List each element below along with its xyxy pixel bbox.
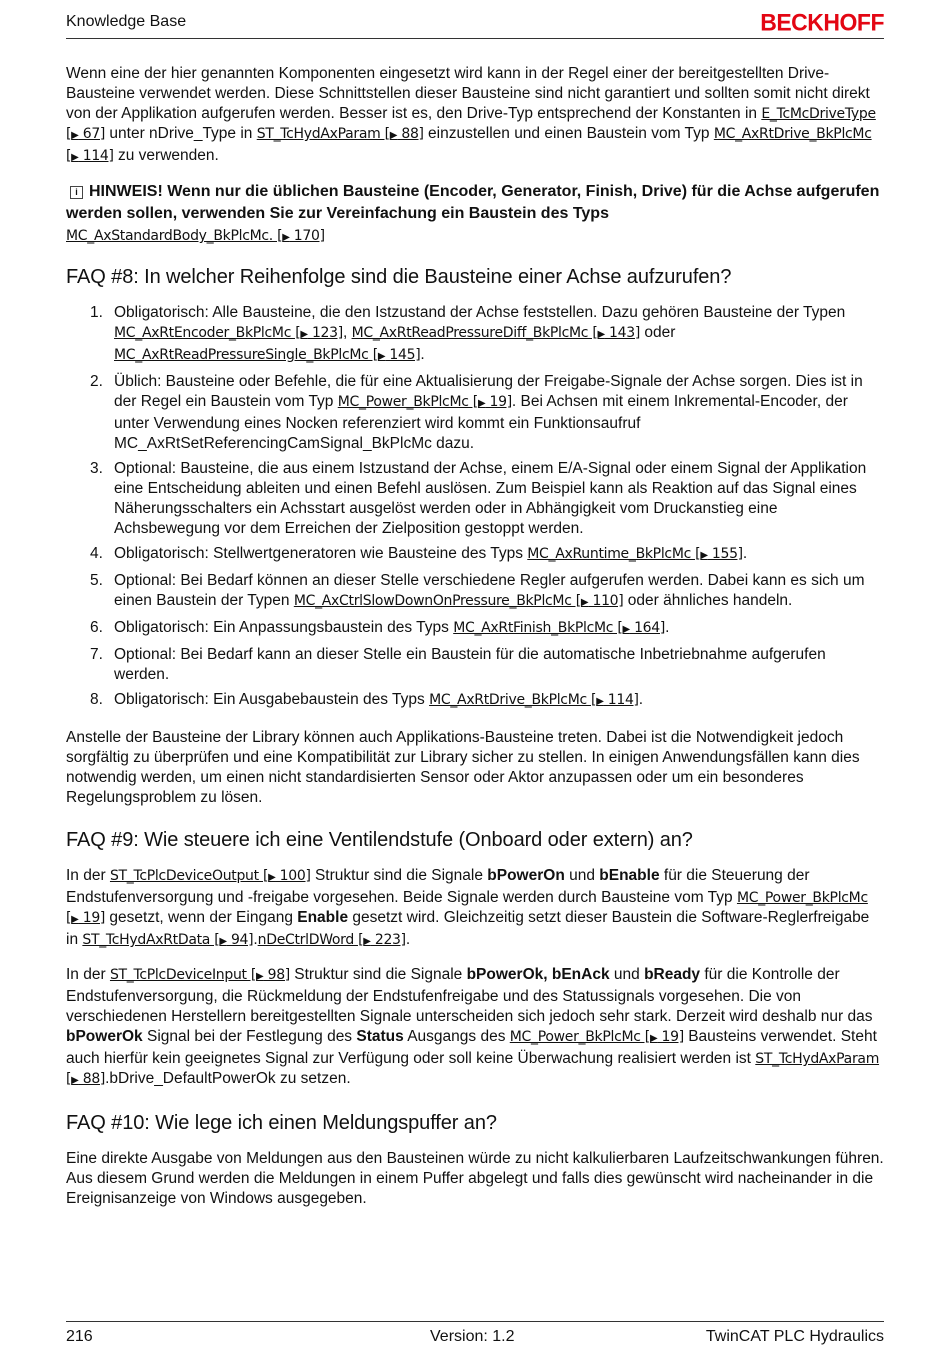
link-st-tchydaxrtdata[interactable]: ST_TcHydAxRtData [▶ 94] bbox=[82, 932, 254, 948]
link-mc-power-3[interactable]: MC_Power_BkPlcMc [▶ 19] bbox=[509, 1029, 684, 1045]
link-st-tcplcdeviceoutput[interactable]: ST_TcPlcDeviceOutput [▶ 100] bbox=[109, 868, 311, 884]
link-arrow-icon: ▶ bbox=[597, 329, 605, 340]
link-ndectrldword[interactable]: nDeCtrlDWord [▶ 223] bbox=[257, 932, 406, 948]
link-arrow-icon: ▶ bbox=[649, 1033, 658, 1044]
list-item: 4. Obligatorisch: Stellwertgeneratoren wie Bausteine des Typs MC_AxRuntime_BkPlcMc [▶ 155]. bbox=[90, 545, 748, 562]
link-mc-axrtreadpressurediff[interactable]: MC_AxRtReadPressureDiff_BkPlcMc [▶ 143] bbox=[351, 325, 641, 341]
faq8-heading: FAQ #8: In welcher Reihenfolge sind die Bausteine einer Achse aufzurufen? bbox=[66, 266, 732, 288]
page-header bbox=[66, 8, 884, 39]
link-arrow-icon: ▶ bbox=[622, 624, 630, 635]
link-arrow-icon: ▶ bbox=[389, 130, 398, 141]
faq9-paragraph-1: In der ST_TcPlcDeviceOutput [▶ 100] Struktur sind die Signale bPowerOn und bEnable für die Steuerung der Endstufenversorgung und -freigabe vorgesehen. Beide Signale werden durch Bausteine vom Typ MC_Power_BkPlcMc [▶ 19] gesetzt, wenn der Eingang Enable gesetzt wird. Gleichzeitig setzt dieser Baustein die Software-Reglerfreigabe in ST_TcHydAxRtData [▶ 94].nDeCtrlDWord [▶ 223]. bbox=[66, 867, 870, 948]
link-mc-axrtreadpressuresingle[interactable]: MC_AxRtReadPressureSingle_BkPlcMc [▶ 145] bbox=[114, 347, 421, 363]
faq9-paragraph-2: In der ST_TcPlcDeviceInput [▶ 98] Struktur sind die Signale bPowerOk, bEnAck und bReady für die Kontrolle der Endstufenversorgung, die Rückmeldung der Endstufenfreigabe und des Statussignals vorgesehen. Die von verschiedenen Herstellern bereitgestellten Signale unterscheiden sich jedoch sehr stark. Derzeit wird deshalb nur das bPowerOk Signal bei der Festlegung des Status Ausgangs des MC_Power_BkPlcMc [▶ 19] Bausteins verwendet. Steht auch hierfür kein geeignetes Signal zur Verfügung oder soll keine Überwachung realisiert werden ist ST_TcHydAxParam [▶ 88].bDrive_DefaultPowerOk zu setzen. bbox=[66, 966, 880, 1087]
link-arrow-icon: ▶ bbox=[219, 936, 227, 947]
list-item: 7. Optional: Bei Bedarf kann an dieser Stelle ein Baustein für die automatische Inbetriebnahme aufgerufen werden. bbox=[90, 646, 826, 683]
page-number: 216 bbox=[66, 1328, 93, 1345]
link-mc-axctrlslowdownonpressure[interactable]: MC_AxCtrlSlowDownOnPressure_BkPlcMc [▶ 110] bbox=[293, 593, 624, 609]
link-arrow-icon: ▶ bbox=[300, 329, 308, 340]
link-st-tchydaxparam-2[interactable]: ST_TcHydAxParam [▶ 88] bbox=[66, 1051, 880, 1087]
faq10-paragraph: Eine direkte Ausgabe von Meldungen aus den Bausteinen würde zu nicht kalkulierbaren Laufzeitschwankungen führen. Aus diesem Grund werden die Meldungen in einem Puffer abgelegt und falls dies gewünscht wird nacheinander in die Ereignisanzeige von Windows ausgegeben. bbox=[66, 1150, 884, 1207]
faq8-after-paragraph: Anstelle der Bausteine der Library können auch Applikations-Bausteine treten. Dabei ist die Notwendigkeit jedoch sorgfältig zu überprüfen und eine Kompatibilität zur Library sicher zu stellen. In einigen Anwendungsfällen kann dies notwendig werden, um einen nicht standardisierten Sensor oder Aktor anzupassen oder um ein besonderes Regelungsproblem zu lösen. bbox=[66, 729, 860, 806]
list-item: 6. Obligatorisch: Ein Anpassungsbaustein des Typs MC_AxRtFinish_BkPlcMc [▶ 164]. bbox=[90, 619, 670, 636]
link-e-tcmcdrivetype[interactable]: E_TcMcDriveType [▶ 67] bbox=[66, 106, 876, 142]
product-name: TwinCAT PLC Hydraulics bbox=[705, 1328, 884, 1345]
list-item: 5. Optional: Bei Bedarf können an dieser Stelle verschiedene Regler aufgerufen werden. Dabei kann es sich um einen Baustein der Typen MC_AxCtrlSlowDownOnPressure_BkPlcMc [▶ 110] oder ähnliches handeln. bbox=[90, 572, 865, 609]
link-arrow-icon: ▶ bbox=[700, 550, 708, 561]
beckhoff-logo: BECKHOFF bbox=[760, 8, 884, 36]
link-mc-power[interactable]: MC_Power_BkPlcMc [▶ 19] bbox=[337, 394, 512, 410]
version-label: Version: 1.2 bbox=[430, 1328, 515, 1345]
link-arrow-icon: ▶ bbox=[363, 936, 371, 947]
link-arrow-icon: ▶ bbox=[256, 971, 264, 982]
page-content bbox=[66, 64, 884, 1222]
link-arrow-icon: ▶ bbox=[71, 1075, 79, 1086]
link-arrow-icon: ▶ bbox=[596, 696, 604, 707]
link-arrow-icon: ▶ bbox=[477, 398, 486, 409]
faq8-list bbox=[66, 303, 884, 712]
link-mc-axruntime[interactable]: MC_AxRuntime_BkPlcMc [▶ 155] bbox=[527, 546, 743, 562]
link-arrow-icon: ▶ bbox=[580, 597, 589, 608]
list-item: 3. Optional: Bausteine, die aus einem Istzustand der Achse, einem E/A-Signal oder einem Signal der Applikation eine Entscheidung ableiten und einen Befehl auslösen. Zum Beispiel kann als Reaktion auf das Signal eines Näherungsschalters ein Achsstart ausgelöst werden oder in Abhängigkeit vom Druckanstieg eine Achsbewegung vor dem Erreichen der Zielposition gestoppt werden. bbox=[90, 460, 867, 537]
link-arrow-icon: ▶ bbox=[282, 232, 290, 243]
list-item: 2. Üblich: Bausteine oder Befehle, die für eine Aktualisierung der Freigabe-Signale der Achse sorgen. Dies ist in der Regel ein Baustein vom Typ MC_Power_BkPlcMc [▶ 19]. Bei Achsen mit einem Inkremental-Encoder, der unter Verwendung eines Nocken referenziert wird kommt ein Funktionsaufruf MC_AxRtSetReferencingCamSignal_BkPlcMc dazu. bbox=[90, 373, 863, 452]
link-mc-axrtfinish[interactable]: MC_AxRtFinish_BkPlcMc [▶ 164] bbox=[453, 620, 666, 636]
faq10-heading: FAQ #10: Wie lege ich einen Meldungspuffer an? bbox=[66, 1112, 497, 1134]
hint-text: HINWEIS! Wenn nur die üblichen Bausteine (Encoder, Generator, Finish, Drive) für die Achse aufgerufen werden sollen, verwenden Sie zur Vereinfachung ein Baustein des Typs bbox=[66, 183, 880, 222]
link-arrow-icon: ▶ bbox=[71, 152, 79, 163]
link-arrow-icon: ▶ bbox=[268, 872, 276, 883]
link-mc-axrtdrive-2[interactable]: MC_AxRtDrive_BkPlcMc [▶ 114] bbox=[429, 692, 639, 708]
page-footer bbox=[66, 1321, 884, 1352]
link-mc-axrtencoder[interactable]: MC_AxRtEncoder_BkPlcMc [▶ 123] bbox=[114, 325, 343, 341]
link-mc-power-2[interactable]: MC_Power_BkPlcMc [▶ 19] bbox=[66, 890, 868, 926]
link-arrow-icon: ▶ bbox=[377, 351, 386, 362]
link-st-tcplcdeviceinput[interactable]: ST_TcPlcDeviceInput [▶ 98] bbox=[109, 967, 290, 983]
link-mc-axrtdrive[interactable]: MC_AxRtDrive_BkPlcMc [▶ 114] bbox=[66, 126, 872, 164]
link-arrow-icon: ▶ bbox=[71, 914, 79, 925]
link-arrow-icon: ▶ bbox=[71, 130, 79, 141]
info-icon: i bbox=[70, 186, 83, 199]
link-st-tchydaxparam[interactable]: ST_TcHydAxParam [▶ 88] bbox=[256, 126, 424, 142]
header-section-title: Knowledge Base bbox=[66, 13, 187, 30]
intro-paragraph: Wenn eine der hier genannten Komponenten eingesetzt wird kann in der Regel einer der bereitgestellten Drive-Bausteine verwendet werden. Diese Schnittstellen dieser Bausteine sind nicht garantiert und sollten somit nicht direkt von der Applikation aufgerufen werden. Besser ist es, den Drive-Typ entsprechend der Konstanten in E_TcMcDriveType [▶ 67] unter nDrive_Type in ST_TcHydAxParam [▶ 88] einzustellen und einen Baustein vom Typ MC_AxRtDrive_BkPlcMc [▶ 114] zu verwenden. bbox=[66, 65, 876, 164]
hint-note bbox=[66, 181, 884, 249]
list-item: 8. Obligatorisch: Ein Ausgabebaustein des Typs MC_AxRtDrive_BkPlcMc [▶ 114]. bbox=[90, 691, 644, 708]
link-mc-axstandardbody[interactable]: MC_AxStandardBody_BkPlcMc. [▶ 170] bbox=[66, 228, 325, 244]
list-item: 1. Obligatorisch: Alle Bausteine, die den Istzustand der Achse feststellen. Dazu gehören Bausteine der Typen MC_AxRtEncoder_BkPlcMc [▶ 123], MC_AxRtReadPressureDiff_BkPlcMc [▶ 143] oder MC_AxRtReadPressureSingle_BkPlcMc [▶ 145]. bbox=[90, 304, 846, 363]
faq9-heading: FAQ #9: Wie steuere ich eine Ventilendstufe (Onboard oder extern) an? bbox=[66, 829, 693, 851]
